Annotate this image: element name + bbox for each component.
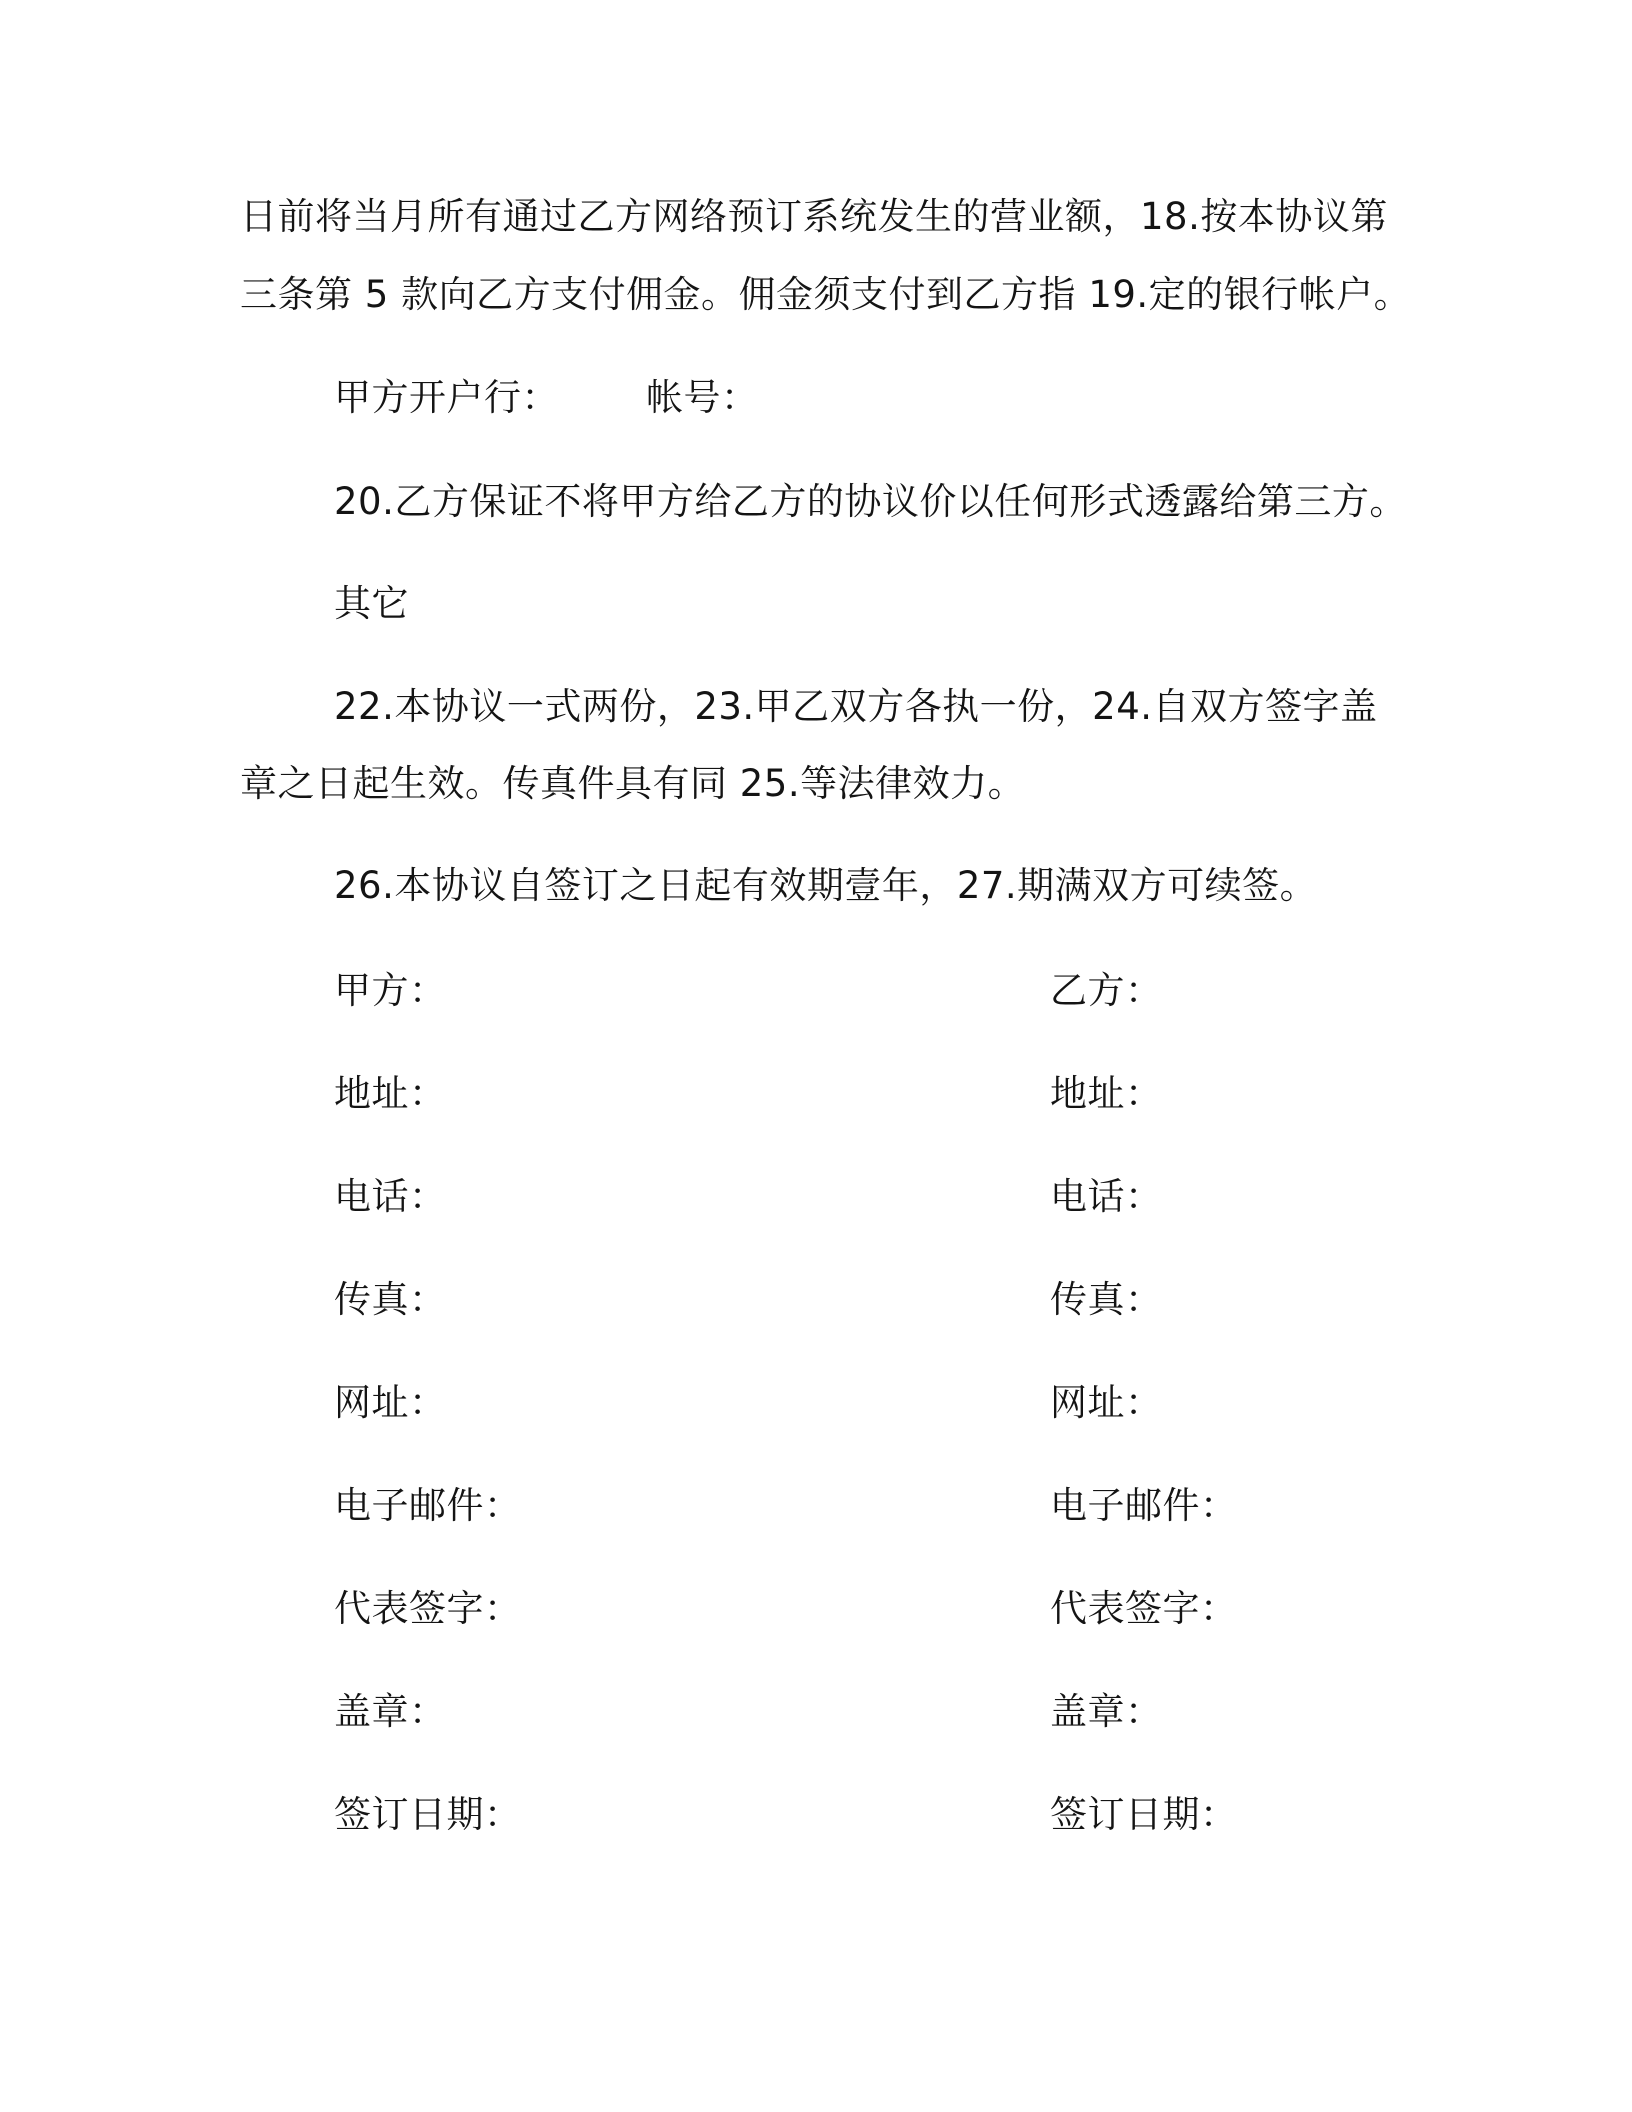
clause-20: 20.乙方保证不将甲方给乙方的协议价以任何形式透露给第三方。 xyxy=(334,480,1407,523)
party-b-phone-label: 电话： xyxy=(1050,1175,1163,1218)
party-b-date-label: 签订日期： xyxy=(1050,1793,1238,1836)
party-b-fax-label: 传真： xyxy=(1050,1278,1163,1321)
bank-label: 甲方开户行： xyxy=(334,376,559,419)
party-a-address-label: 地址： xyxy=(334,1072,447,1115)
party-b-signature-label: 代表签字： xyxy=(1050,1587,1238,1630)
party-a-website-label: 网址： xyxy=(334,1381,447,1424)
paragraph-1-line-1: 日前将当月所有通过乙方网络预订系统发生的营业额，18.按本协议第 xyxy=(240,195,1388,238)
party-b-name-label: 乙方： xyxy=(1050,969,1163,1012)
party-b-website-label: 网址： xyxy=(1050,1381,1163,1424)
party-b-address-label: 地址： xyxy=(1050,1072,1163,1115)
party-a-name-label: 甲方： xyxy=(334,969,447,1012)
party-a-signature-label: 代表签字： xyxy=(334,1587,522,1630)
paragraph-1-line-2: 三条第 5 款向乙方支付佣金。佣金须支付到乙方指 19.定的银行帐户。 xyxy=(240,273,1412,316)
clause-22-line-1: 22.本协议一式两份，23.甲乙双方各执一份，24.自双方签字盖 xyxy=(334,685,1378,728)
party-b-seal-label: 盖章： xyxy=(1050,1690,1163,1733)
clause-26: 26.本协议自签订之日起有效期壹年，27.期满双方可续签。 xyxy=(334,864,1318,907)
account-label: 帐号： xyxy=(646,376,759,419)
party-a-seal-label: 盖章： xyxy=(334,1690,447,1733)
party-a-date-label: 签订日期： xyxy=(334,1793,522,1836)
party-a-phone-label: 电话： xyxy=(334,1175,447,1218)
party-a-fax-label: 传真： xyxy=(334,1278,447,1321)
party-a-email-label: 电子邮件： xyxy=(334,1484,522,1527)
section-other-heading: 其它 xyxy=(334,582,409,625)
clause-22-line-2: 章之日起生效。传真件具有同 25.等法律效力。 xyxy=(240,762,1026,805)
party-b-email-label: 电子邮件： xyxy=(1050,1484,1238,1527)
